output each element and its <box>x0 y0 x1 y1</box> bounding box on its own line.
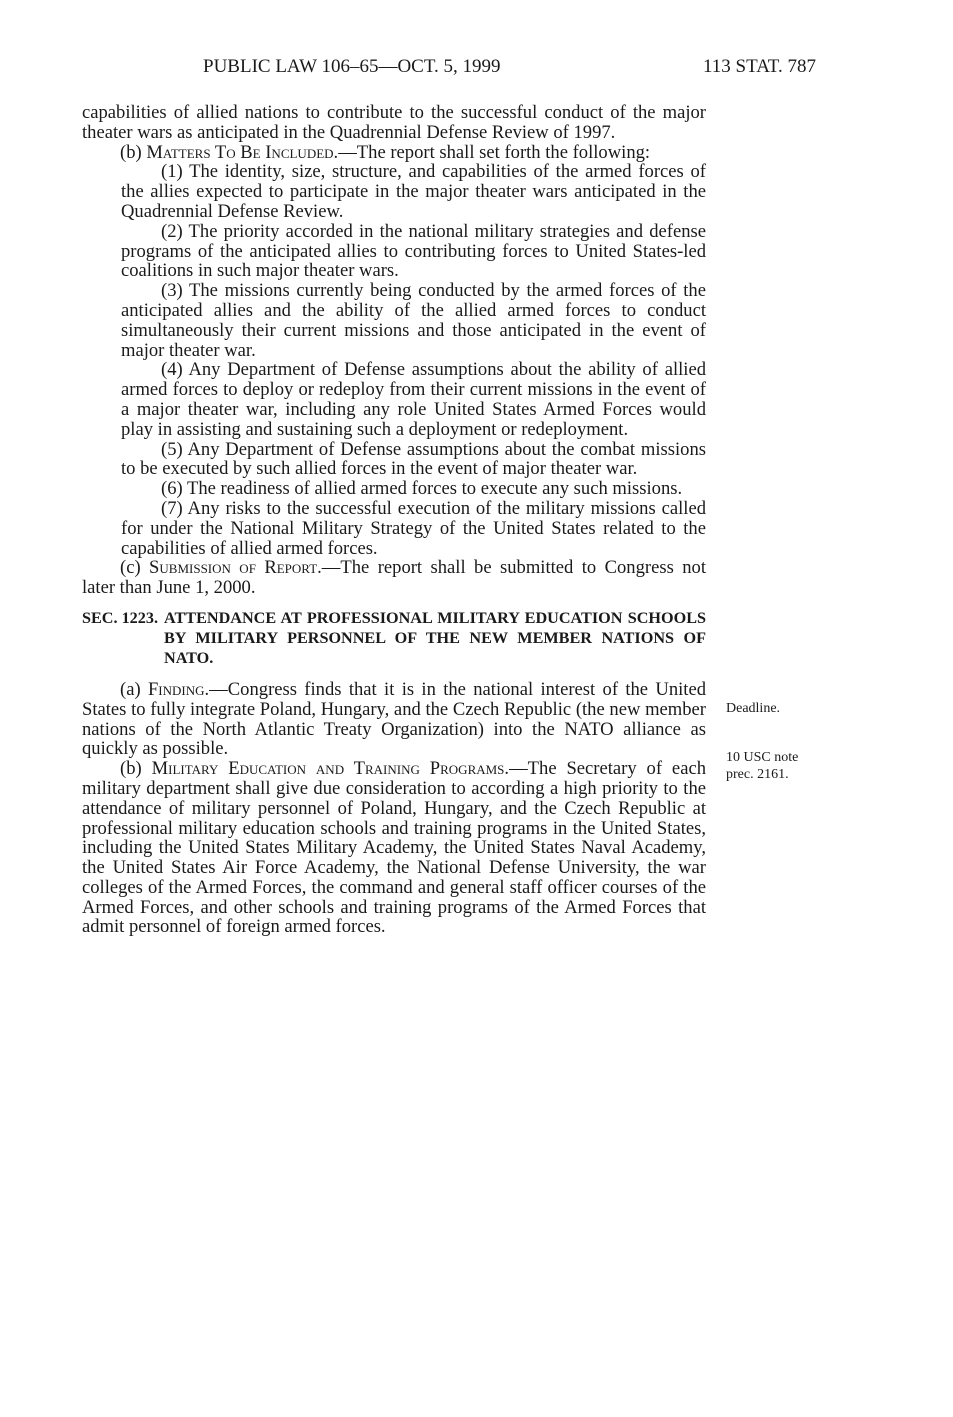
page-number: 113 STAT. 787 <box>703 56 817 77</box>
section-heading <box>82 608 706 668</box>
list-item-1: (1) The identity, size, structure, and capabilities of the armed forces of the allies expected to participate in the major theater wars anticipated in the Quadrennial Defense Review. <box>121 161 706 222</box>
margin-note-usc <box>726 749 798 783</box>
running-head: PUBLIC LAW 106–65—OCT. 5, 1999 <box>203 56 501 77</box>
subsection-b-label: (b) <box>120 141 147 163</box>
subsection-c-label: (c) <box>120 557 150 579</box>
section-title: ATTENDANCE AT PROFESSIONAL MILITARY EDUCATION SCHOOLS BY MILITARY PERSONNEL OF THE NEW MEMBER NATIONS OF NATO. <box>164 608 706 667</box>
subsection-b-text: .—The report shall set forth the following: <box>333 141 651 163</box>
subsection-b <box>82 143 706 163</box>
section-a-heading: Finding <box>147 678 205 700</box>
list-item-5: (5) Any Department of Defense assumptions about the combat missions to be executed by such allied forces in the event of major theater war. <box>121 438 706 480</box>
section-subsection-a <box>82 680 706 759</box>
page-header <box>0 56 953 86</box>
section-a-text: .—Congress finds that it is in the national interest of the United States to fully integrate Poland, Hungary, and the Czech Republic (the new member nations of the North Atlantic Treaty Organization) into the NATO alliance as quickly as possible. <box>82 678 706 760</box>
subsection-c <box>82 558 706 598</box>
section-b-heading: Military Education and Training Programs <box>151 758 505 780</box>
section-a-label: (a) <box>120 678 148 700</box>
margin-note-usc-line1: 10 USC note <box>726 750 799 765</box>
margin-note-deadline: Deadline. <box>726 701 781 716</box>
subsection-c-text: .—The report shall be submitted to Congress not later than June 1, 2000. <box>82 557 706 599</box>
list-item-4: (4) Any Department of Defense assumptions about the ability of allied armed forces to deploy or redeploy from their current missions in the event of a major theater war, including any role United States Armed Forces would play in assisting and sustaining such a deployment or redeployment. <box>121 359 706 440</box>
list-item-2: (2) The priority accorded in the national military strategies and defense programs of the anticipated allies to contributing forces to United States-led coalitions in such major theater wars. <box>121 220 706 282</box>
list-item-6: (6) The readiness of allied armed forces to execute any such missions. <box>161 478 683 500</box>
body-column <box>82 103 706 937</box>
margin-note-usc-line2: prec. 2161. <box>726 767 789 782</box>
subsection-c-heading: Submission of Report <box>149 557 318 579</box>
section-b-label: (b) <box>120 758 152 780</box>
section-number: SEC. 1223. <box>82 608 159 627</box>
subsection-b-heading: Matters To Be Included <box>146 141 334 163</box>
list-item-3: (3) The missions currently being conducted by the armed forces of the anticipated allies and the ability of the allied armed forces to conduct simultaneously their current missions and those anticipated in the event of major theater war. <box>121 280 706 361</box>
continuation-paragraph: capabilities of allied nations to contribute to the successful conduct of the major theater wars as anticipated in the Quadrennial Defense Review of 1997. <box>82 102 706 143</box>
list-item-7: (7) Any risks to the successful execution of the military missions called for under the National Military Strategy of the United States related to the capabilities of allied armed forces. <box>121 497 706 559</box>
section-b-text: .—The Secretary of each military department shall give due consideration to according a high priority to the attendance of military personnel of Poland, Hungary, and the Czech Republic at professional military education schools and training programs in the United States, including the United States Military Academy, the United States Naval Academy, the United States Air Force Academy, the National Defense University, the war colleges of the Armed Forces, the command and general staff officer courses of the Armed Forces, and other schools and training programs of the Armed Forces that admit personnel of foreign armed forces. <box>82 758 706 938</box>
section-subsection-b <box>82 759 706 937</box>
